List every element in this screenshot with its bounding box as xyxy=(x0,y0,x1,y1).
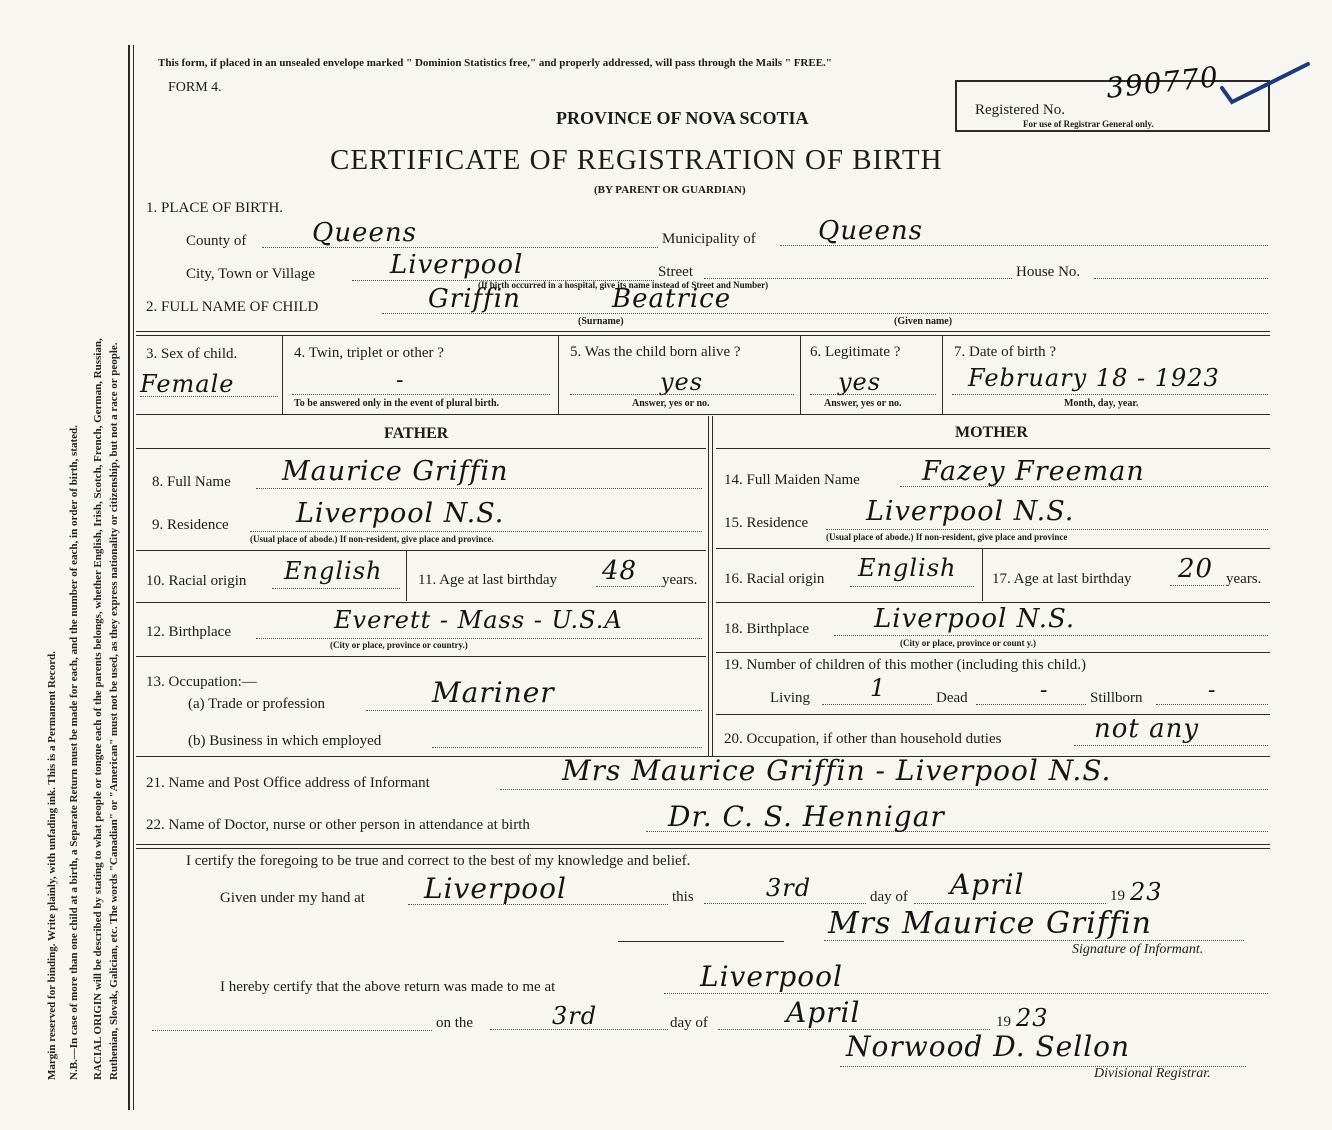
father-res-line xyxy=(250,531,702,532)
given-under-label: Given under my hand at xyxy=(220,890,365,906)
mother-occ-label: 20. Occupation, if other than household duties xyxy=(724,731,1002,747)
check-mark-icon xyxy=(1220,62,1312,111)
mother-race-value: English xyxy=(858,554,957,582)
twin-line xyxy=(292,394,550,395)
city-value: Liverpool xyxy=(390,250,524,280)
hospital-note: (If birth occurred in a hospital, give its name instead of Street and Number) xyxy=(478,280,769,290)
mother-age-value: 20 xyxy=(1178,554,1214,584)
mother-name-label: 14. Full Maiden Name xyxy=(724,472,860,488)
legit-label: 6. Legitimate ? xyxy=(810,344,901,360)
dob-line xyxy=(952,394,1268,395)
father-trade-label: (a) Trade or profession xyxy=(188,696,326,712)
mother-res-line xyxy=(826,529,1268,530)
registrar-day-value: 3rd xyxy=(552,1002,598,1030)
mother-race-line xyxy=(850,586,974,587)
province-heading: PROVINCE OF NOVA SCOTIA xyxy=(556,108,809,128)
signature-line xyxy=(618,941,784,942)
sex-label: 3. Sex of child. xyxy=(146,346,238,362)
legit-line xyxy=(810,394,936,395)
field-rule xyxy=(716,602,1270,603)
certificate-title: CERTIFICATE OF REGISTRATION OF BIRTH xyxy=(330,144,943,176)
father-bp-value: Everett - Mass - U.S.A xyxy=(334,606,623,634)
cell-divider xyxy=(282,336,283,414)
legit-value: yes xyxy=(838,368,882,396)
child-given-value: Beatrice xyxy=(612,284,732,314)
stillborn-line xyxy=(1156,704,1268,705)
mother-occ-line xyxy=(1074,745,1268,746)
doctor-label: 22. Name of Doctor, nurse or other person in attendance at birth xyxy=(146,817,530,833)
registered-label: Registered No. xyxy=(975,102,1065,118)
margin-note-multiple-births: N.B.—In case of more than one child at a birth, a Separate Return must be made for each, and the number of each, in order of birth, stated. xyxy=(68,425,80,1080)
form-number: FORM 4. xyxy=(168,80,222,95)
mother-res-value: Liverpool N.S. xyxy=(866,496,1075,527)
father-business-line xyxy=(432,747,702,748)
mail-note: This form, if placed in an unsealed envelope marked " Dominion Statistics free," and properly addressed, will pass through the Mails " FREE." xyxy=(158,57,832,69)
dob-value: February 18 - 1923 xyxy=(968,364,1220,392)
father-age-line xyxy=(596,586,662,587)
mother-years: years. xyxy=(1226,571,1262,587)
given-caption: (Given name) xyxy=(894,316,953,327)
informant-sig-caption: Signature of Informant. xyxy=(1072,942,1204,957)
section-rule xyxy=(136,335,1270,336)
dob-note: Month, day, year. xyxy=(1064,398,1139,409)
cell-divider xyxy=(800,336,801,414)
mother-age-line xyxy=(1170,585,1224,586)
parent-divider xyxy=(708,416,709,756)
section-rule xyxy=(136,848,1270,849)
month-line xyxy=(914,903,1106,904)
child-surname-value: Griffin xyxy=(428,284,521,314)
street-label: Street xyxy=(658,264,693,280)
informant-line xyxy=(500,789,1268,790)
street-line xyxy=(704,278,1012,279)
house-line xyxy=(1094,278,1268,279)
place-heading: 1. PLACE OF BIRTH. xyxy=(146,200,284,216)
mother-heading: MOTHER xyxy=(955,424,1028,441)
registrar-month-value: April xyxy=(786,996,861,1029)
dead-line xyxy=(976,704,1086,705)
alive-label: 5. Was the child born alive ? xyxy=(570,344,741,360)
margin-note-nationality: Ruthenian, Slovak, Galician, etc. The words "Canadian" or "American" must not be used, as they express nationality or citizenship, but not a race or people. xyxy=(108,342,120,1080)
dead-value: - xyxy=(1040,678,1049,703)
father-res-note: (Usual place of abode.) If non-resident, give place and province. xyxy=(250,534,494,544)
father-age-value: 48 xyxy=(602,556,638,586)
father-race-value: English xyxy=(284,557,383,585)
father-age-label: 11. Age at last birthday xyxy=(418,572,557,588)
municipality-label: Municipality of xyxy=(662,231,756,247)
field-rule xyxy=(716,548,1270,549)
twin-label: 4. Twin, triplet or other ? xyxy=(294,345,444,361)
registrar-year-value: 23 xyxy=(1016,1004,1049,1032)
section-rule xyxy=(136,414,1270,415)
cell-divider xyxy=(942,336,943,414)
father-bp-line xyxy=(256,638,702,639)
on-the-label: on the xyxy=(436,1015,474,1031)
given-day-value: 3rd xyxy=(766,874,812,902)
living-label: Living xyxy=(770,690,810,706)
registrar-statement: I hereby certify that the above return was made to me at xyxy=(220,979,556,995)
mother-res-label: 15. Residence xyxy=(724,515,809,531)
registrar-on-line xyxy=(152,1030,432,1031)
mother-bp-label: 18. Birthplace xyxy=(724,621,809,637)
stillborn-label: Stillborn xyxy=(1090,690,1143,706)
father-trade-line xyxy=(366,710,702,711)
father-res-value: Liverpool N.S. xyxy=(296,498,505,529)
mother-bp-line xyxy=(834,635,1268,636)
registrar-day-of-label: day of xyxy=(670,1015,708,1031)
mother-occ-value: not any xyxy=(1094,714,1200,744)
registrar-note: For use of Registrar General only. xyxy=(1023,119,1154,129)
twin-note: To be answered only in the event of plural birth. xyxy=(294,398,500,409)
certify-statement: I certify the foregoing to be true and correct to the best of my knowledge and belief. xyxy=(186,853,691,869)
registrar-caption: Divisional Registrar. xyxy=(1094,1066,1211,1081)
registrar-signature: Norwood D. Sellon xyxy=(846,1030,1131,1063)
living-value: 1 xyxy=(870,674,887,702)
field-rule xyxy=(136,656,706,657)
mother-res-note: (Usual place of abode.) If non-resident, give place and province xyxy=(826,532,1068,542)
alive-note: Answer, yes or no. xyxy=(632,398,710,409)
day-of-label: day of xyxy=(870,889,908,905)
cell-divider xyxy=(982,549,983,601)
father-name-label: 8. Full Name xyxy=(152,474,231,490)
informant-signature: Mrs Maurice Griffin xyxy=(828,906,1152,941)
given-year-value: 23 xyxy=(1130,878,1163,906)
father-race-label: 10. Racial origin xyxy=(146,573,247,589)
informant-sig-line xyxy=(824,940,1244,941)
margin-rule xyxy=(128,45,130,1110)
father-name-value: Maurice Griffin xyxy=(282,456,509,487)
sex-value: Female xyxy=(140,370,235,398)
this-label: this xyxy=(672,889,694,905)
father-trade-value: Mariner xyxy=(432,676,555,709)
given-month-value: April xyxy=(950,868,1025,901)
doctor-value: Dr. C. S. Hennigar xyxy=(668,800,945,833)
house-label: House No. xyxy=(1016,264,1081,280)
cell-divider xyxy=(406,551,407,601)
margin-note-racial-origin: RACIAL ORIGIN will be described by stating to what people or tongue each of the parents belongs, whether English, Irish, Scotch, French, German, Russian, xyxy=(92,338,104,1080)
section-rule xyxy=(136,331,1270,332)
mother-bp-value: Liverpool N.S. xyxy=(874,604,1076,634)
dob-label: 7. Date of birth ? xyxy=(954,344,1057,360)
surname-caption: (Surname) xyxy=(578,316,624,327)
alive-value: yes xyxy=(660,368,704,396)
registrar-year-prefix: 19 xyxy=(996,1014,1011,1030)
stillborn-value: - xyxy=(1208,678,1217,703)
father-bp-label: 12. Birthplace xyxy=(146,624,231,640)
father-res-label: 9. Residence xyxy=(152,517,229,533)
living-line xyxy=(822,704,932,705)
field-rule xyxy=(136,602,706,603)
informant-label: 21. Name and Post Office address of Informant xyxy=(146,775,430,791)
parent-rule xyxy=(716,448,1270,449)
father-name-line xyxy=(256,488,702,489)
registrar-place-line xyxy=(664,993,1268,994)
section-rule xyxy=(136,844,1270,845)
mother-children-label: 19. Number of children of this mother (including this child.) xyxy=(724,657,1087,673)
mother-name-value: Fazey Freeman xyxy=(922,456,1145,487)
parent-divider xyxy=(712,416,713,756)
registered-number: 390770 xyxy=(1104,60,1221,105)
father-heading: FATHER xyxy=(384,425,449,442)
margin-note-binding: Margin reserved for binding. Write plainly, with unfading ink. This is a Permanent Record. xyxy=(46,651,58,1080)
twin-value: - xyxy=(396,368,405,393)
mother-race-label: 16. Racial origin xyxy=(724,571,825,587)
given-place-value: Liverpool xyxy=(424,872,567,905)
municipality-value: Queens xyxy=(818,216,923,246)
father-business-label: (b) Business in which employed xyxy=(188,733,382,749)
father-race-line xyxy=(272,588,400,589)
mother-age-label: 17. Age at last birthday xyxy=(992,571,1132,587)
legit-note: Answer, yes or no. xyxy=(824,398,902,409)
field-rule xyxy=(136,550,706,551)
day-line xyxy=(704,903,866,904)
father-bp-note: (City or place, province or country.) xyxy=(330,640,468,650)
given-year-prefix: 19 xyxy=(1110,888,1125,904)
certificate-subtitle: (BY PARENT OR GUARDIAN) xyxy=(594,184,746,196)
mother-bp-note: (City or place, province or count y.) xyxy=(900,638,1036,648)
margin-rule-inner xyxy=(133,45,134,1110)
city-label: City, Town or Village xyxy=(186,266,316,282)
child-name-label: 2. FULL NAME OF CHILD xyxy=(146,299,319,315)
father-years: years. xyxy=(662,572,698,588)
alive-line xyxy=(570,394,794,395)
sex-line xyxy=(140,396,278,397)
registrar-place-value: Liverpool xyxy=(700,960,843,993)
parent-rule xyxy=(136,448,706,449)
informant-value: Mrs Maurice Griffin - Liverpool N.S. xyxy=(562,754,1112,787)
field-rule xyxy=(716,652,1270,653)
dead-label: Dead xyxy=(936,690,968,706)
county-label: County of xyxy=(186,233,247,249)
father-occ-label: 13. Occupation:— xyxy=(146,674,257,690)
cell-divider xyxy=(558,336,559,414)
county-value: Queens xyxy=(312,218,417,248)
